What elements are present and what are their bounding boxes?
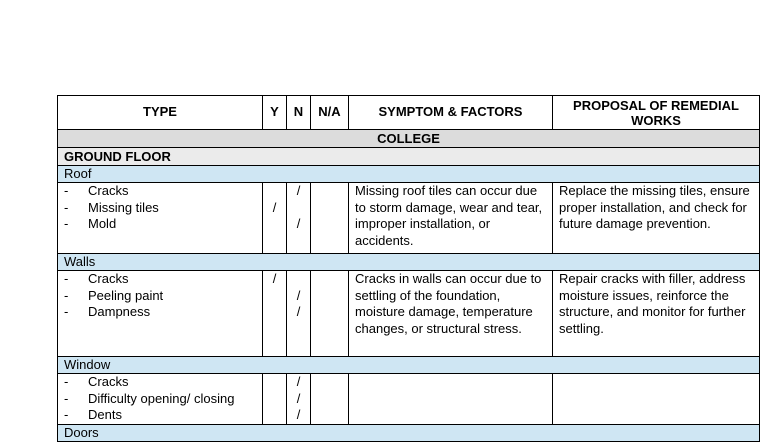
header-row — [58, 96, 760, 130]
section-row-window — [58, 357, 760, 374]
proposal-cell: Repair cracks with filler, address moisture issues, reinforce the structure, and monitor for further settling. — [553, 271, 760, 357]
mark-y — [269, 216, 280, 233]
mark-na — [317, 288, 342, 305]
mark-column-na — [311, 374, 349, 425]
proposal-cell — [553, 374, 760, 425]
item-label: Peeling paint — [88, 287, 164, 303]
table-row — [58, 374, 760, 425]
table-row — [58, 271, 760, 357]
item-label: Cracks — [88, 183, 129, 198]
item-label: Difficulty opening/ closing — [88, 390, 235, 406]
list-item — [64, 216, 256, 233]
mark-y — [269, 374, 280, 391]
dash-bullet: - — [64, 271, 69, 286]
mark-y: / — [272, 199, 277, 215]
mark-na — [317, 407, 342, 424]
header-na: N/A — [311, 96, 349, 130]
floor-row — [58, 148, 760, 166]
item-list-cell — [58, 374, 263, 425]
header-symptom: SYMPTOM & FACTORS — [349, 96, 553, 130]
mark-na — [317, 391, 342, 408]
list-item — [64, 374, 256, 391]
mark-column-na — [311, 183, 349, 254]
mark-n — [293, 271, 304, 288]
list-item — [64, 288, 256, 305]
symptom-cell: Cracks in walls can occur due to settling of the foundation, moisture damage, temperature changes, or structural stress. — [349, 271, 553, 357]
section-label: Window — [58, 357, 760, 374]
header-type: TYPE — [58, 96, 263, 130]
section-row-doors — [58, 424, 760, 441]
floor-label: GROUND FLOOR — [58, 148, 760, 166]
item-label: Mold — [88, 216, 117, 231]
mark-na — [317, 374, 342, 391]
mark-column-y — [263, 374, 287, 425]
college-label: COLLEGE — [58, 130, 760, 148]
header-proposal: PROPOSAL OF REMEDIAL WORKS — [553, 96, 760, 130]
list-item — [64, 200, 256, 217]
mark-n: / — [296, 216, 301, 231]
list-item — [64, 183, 256, 200]
mark-n: / — [296, 304, 301, 319]
symptom-cell: Missing roof tiles can occur due to storm damage, wear and tear, improper installation, or accidents. — [349, 183, 553, 254]
item-label: Dampness — [88, 304, 151, 319]
proposal-cell: Replace the missing tiles, ensure proper installation, and check for future damage prevention. — [553, 183, 760, 254]
mark-column-y — [263, 271, 287, 357]
mark-n: / — [296, 390, 301, 406]
mark-n: / — [296, 183, 301, 198]
header-y: Y — [263, 96, 287, 130]
dash-bullet: - — [64, 216, 69, 231]
section-label: Walls — [58, 254, 760, 271]
mark-n — [293, 200, 304, 217]
dash-bullet: - — [64, 374, 69, 389]
mark-na — [317, 200, 342, 217]
dash-bullet: - — [64, 407, 69, 422]
item-label: Cracks — [88, 271, 129, 286]
dash-bullet: - — [64, 199, 69, 215]
mark-column-y — [263, 183, 287, 254]
item-list-cell — [58, 271, 263, 357]
list-item — [64, 271, 256, 288]
dash-bullet: - — [64, 183, 69, 198]
mark-column-n — [287, 374, 311, 425]
list-item — [64, 391, 256, 408]
item-label: Cracks — [88, 374, 129, 389]
mark-na — [317, 183, 342, 200]
section-label: Doors — [58, 424, 760, 441]
section-row-roof — [58, 166, 760, 183]
list-item — [64, 304, 256, 321]
mark-na — [317, 304, 342, 321]
item-label: Dents — [88, 407, 122, 422]
section-label: Roof — [58, 166, 760, 183]
mark-n: / — [296, 287, 301, 303]
mark-column-n — [287, 183, 311, 254]
mark-n: / — [296, 407, 301, 422]
college-row — [58, 130, 760, 148]
mark-column-n — [287, 271, 311, 357]
mark-na — [317, 216, 342, 233]
mark-y — [269, 391, 280, 408]
mark-y: / — [272, 271, 277, 286]
dash-bullet: - — [64, 287, 69, 303]
symptom-cell — [349, 374, 553, 425]
mark-y — [269, 183, 280, 200]
mark-n: / — [296, 374, 301, 389]
item-label: Missing tiles — [88, 199, 159, 215]
mark-column-na — [311, 271, 349, 357]
list-item — [64, 407, 256, 424]
mark-y — [269, 288, 280, 305]
mark-na — [317, 271, 342, 288]
header-n: N — [287, 96, 311, 130]
mark-y — [269, 304, 280, 321]
table-row — [58, 183, 760, 254]
dash-bullet: - — [64, 390, 69, 406]
item-list-cell — [58, 183, 263, 254]
section-row-walls — [58, 254, 760, 271]
mark-y — [269, 407, 280, 424]
inspection-checklist-table — [57, 95, 760, 442]
dash-bullet: - — [64, 304, 69, 319]
